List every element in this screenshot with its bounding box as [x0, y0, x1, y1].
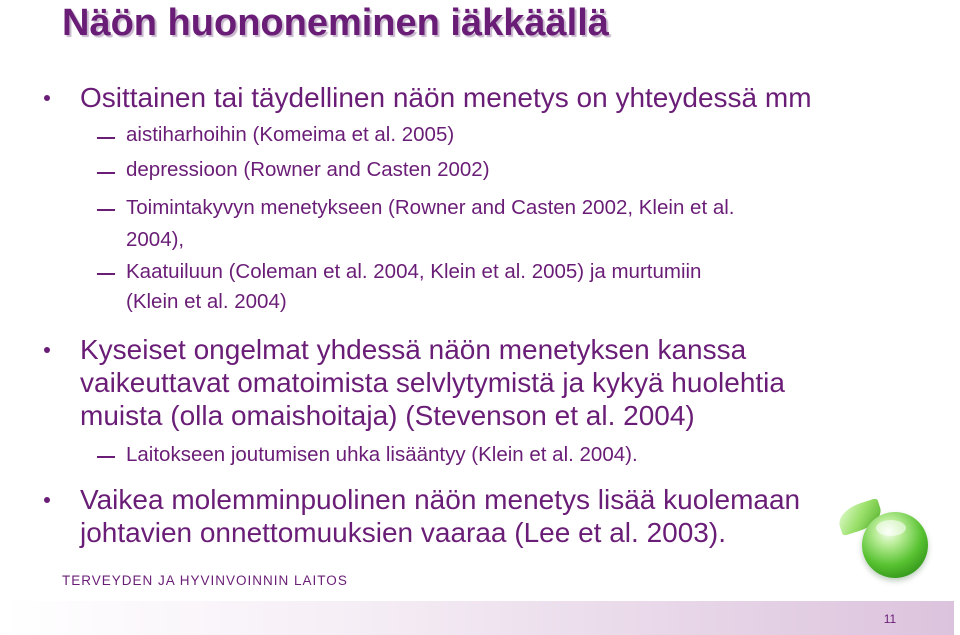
sub-1-4-line1: Kaatuiluun (Coleman et al. 2004, Klein et al. 2005) ja murtumiin	[126, 260, 702, 283]
footer-org-name: TERVEYDEN JA HYVINVOINNIN LAITOS	[62, 573, 348, 588]
dash-marker	[97, 273, 115, 275]
bullet-3-line1: Vaikea molemminpuolinen näön menetys lisää kuolemaan	[80, 484, 801, 515]
bullet-3-line2: johtavien onnettomuuksien vaaraa (Lee et al. 2003).	[80, 517, 726, 548]
bullet-2-line1: Kyseiset ongelmat yhdessä näön menetyksen kanssa	[80, 334, 747, 365]
dash-marker	[97, 456, 115, 458]
dash-marker	[97, 137, 115, 139]
bullet-2-line3: muista (olla omaishoitaja) (Stevenson et al. 2004)	[80, 400, 695, 431]
footer-bar	[6, 601, 954, 635]
bullet-dot	[44, 497, 50, 503]
logo-shine	[876, 520, 906, 536]
dash-marker	[97, 209, 115, 211]
bullet-1-text: Osittainen tai täydellinen näön menetys on yhteydessä mm	[80, 82, 812, 113]
sub-1-3-line2: 2004),	[126, 228, 185, 251]
dash-marker	[97, 172, 115, 174]
sub-1-1: aistiharhoihin (Komeima et al. 2005)	[126, 123, 455, 146]
bullet-dot	[44, 347, 50, 353]
bullet-dot	[44, 95, 50, 101]
slide-title: Näön huononeminen iäkkäällä	[62, 2, 609, 44]
bullet-2-line2: vaikeuttavat omatoimista selvlytymistä ja kykyä huolehtia	[80, 367, 785, 398]
sub-1-3-line1: Toimintakyvyn menetykseen (Rowner and Casten 2002, Klein et al.	[126, 196, 735, 219]
sub-1-2: depressioon (Rowner and Casten 2002)	[126, 158, 490, 181]
sub-2-1: Laitokseen joutumisen uhka lisääntyy (Klein et al. 2004).	[126, 443, 638, 466]
sub-1-4-line2: (Klein et al. 2004)	[126, 290, 287, 313]
page-number: 11	[883, 612, 897, 626]
